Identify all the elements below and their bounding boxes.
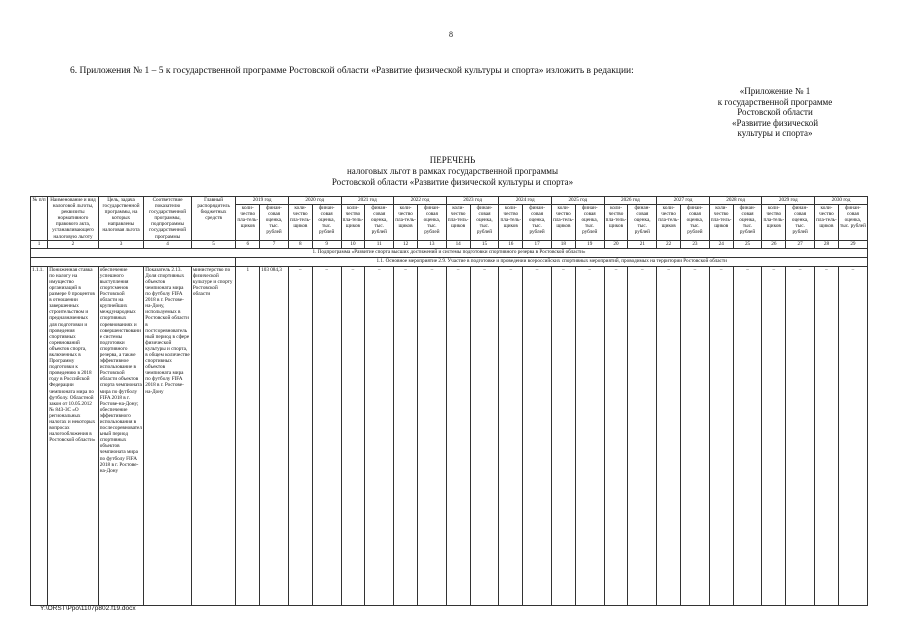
document-title xyxy=(250,155,655,188)
financial-estimate-header: финан-совая оценка, тыс. рублей xyxy=(733,205,762,241)
appendix-line: «Приложение № 1 xyxy=(739,86,811,96)
column-number: 6 xyxy=(236,240,260,248)
year-header: 2026 год xyxy=(604,197,657,205)
payers-count-header: коли-чество пла-тель-щиков xyxy=(288,205,312,241)
benefit-goal: обеспечение успешного выступления спортсменов Ростовской области на крупнейших международных спортивных соревнованиях и совершенствование системы подготовки спортивного резерва, а также эффективное использование в Ростовской области объектов спорта чемпионата мира по футболу FIFA 2018 в г. Ростове-на-Дону; обеспечение эффективного использования в послесоревновательный период спортивных объектов чемпионата мира по футболу FIFA 2018 в г. Ростове-на-Дону xyxy=(98,266,144,605)
column-number: 9 xyxy=(312,240,341,248)
column-number: 13 xyxy=(417,240,446,248)
payers-count-header: коли-чество пла-тель-щиков xyxy=(552,205,576,241)
column-number: 10 xyxy=(341,240,365,248)
payers-count-header: коли-чество пла-тель-щиков xyxy=(394,205,418,241)
file-path-footer: Y:\ORST\Ppo\1107p802.f19.docx xyxy=(40,605,136,612)
empty-value-dash: – xyxy=(523,266,552,605)
financial-estimate-header: финан-совая оценка, тыс. рублей xyxy=(628,205,657,241)
row-number: 1.1.1. xyxy=(31,266,48,605)
empty-value-dash: – xyxy=(786,266,815,605)
empty-value-dash: – xyxy=(394,266,418,605)
column-number: 4 xyxy=(144,240,192,248)
column-number: 23 xyxy=(681,240,710,248)
appendix-line: «Развитие физической xyxy=(731,117,819,128)
year-header: 2019 год xyxy=(236,197,289,205)
appendix-caption xyxy=(700,86,850,139)
tax-benefits-table xyxy=(30,196,868,606)
table-row xyxy=(31,266,868,605)
tax-benefits-table-wrapper xyxy=(30,196,868,606)
payers-count-header: коли-чество пла-тель-щиков xyxy=(236,205,260,241)
title-line: налоговых льгот в рамках государственной программы xyxy=(346,166,559,176)
empty-value-dash: – xyxy=(657,266,681,605)
payers-count-header: коли-чество пла-тель-щиков xyxy=(657,205,681,241)
payers-count-header: коли-чество пла-тель-щиков xyxy=(446,205,470,241)
subprogram-title: 1. Подпрограмма «Развитие спорта высших достижений и системы подготовки спортивного резерва в Ростовской области» xyxy=(31,248,868,257)
column-number: 28 xyxy=(815,240,839,248)
year-header: 2029 год xyxy=(762,197,815,205)
column-number: 18 xyxy=(552,240,576,248)
benefit-name: Пониженная ставка по налогу на имущество организаций в размере 0 процентов в отношении завершенных строительством и предназначенных для подготовки и проведения спортивных соревнований объектов спорта, включенных в Программу подготовки к проведению в 2018 году в Российской Федерации чемпионата мира по футболу. Областной закон от 10.05.2012 № 843-ЗС «О региональных налогах и некоторых вопросах налогообложения в Ростовской области» xyxy=(48,266,99,605)
empty-value-dash: – xyxy=(417,266,446,605)
financial-estimate-header: финан-совая оценка, тыс. рублей xyxy=(575,205,604,241)
column-number: 25 xyxy=(733,240,762,248)
financial-estimate-header: финан-совая оценка, тыс. рублей xyxy=(523,205,552,241)
payers-count-2019: 1 xyxy=(236,266,260,605)
page-number: 8 xyxy=(449,30,453,39)
column-number: 8 xyxy=(288,240,312,248)
event-title: 1.1. Основное мероприятие 2.9. Участие в подготовке и проведении всероссийских спортивных мероприятий, проводимых на территории Ростовской области xyxy=(236,257,868,266)
appendix-line: Ростовской области xyxy=(737,107,813,117)
column-number: 29 xyxy=(838,240,867,248)
year-header: 2020 год xyxy=(288,197,341,205)
payers-count-header: коли-чество пла-тель-щиков xyxy=(604,205,628,241)
title-line: ПЕРЕЧЕНЬ xyxy=(429,155,476,165)
financial-estimate-2019: 103 084,3 xyxy=(260,266,289,605)
empty-value-dash: – xyxy=(604,266,628,605)
column-header: Соответствие показателю государственной программы, подпрограммы государственной программы xyxy=(144,197,192,241)
column-number: 3 xyxy=(98,240,144,248)
year-header: 2021 год xyxy=(341,197,394,205)
empty-value-dash: – xyxy=(499,266,523,605)
payers-count-header: коли-чество пла-тель-щиков xyxy=(341,205,365,241)
column-number: 21 xyxy=(628,240,657,248)
column-number: 19 xyxy=(575,240,604,248)
financial-estimate-header: финан-совая оценка, тыс. рублей xyxy=(786,205,815,241)
empty-value-dash: – xyxy=(312,266,341,605)
column-header: № п/п xyxy=(31,197,48,241)
column-header: Главный распорядитель бюджетных средств xyxy=(191,197,236,241)
payers-count-header: коли-чество пла-тель-щиков xyxy=(815,205,839,241)
empty-value-dash: – xyxy=(709,266,733,605)
empty-value-dash: – xyxy=(341,266,365,605)
payers-count-header: коли-чество пла-тель-щиков xyxy=(709,205,733,241)
column-number: 1 xyxy=(31,240,48,248)
year-header: 2024 год xyxy=(499,197,552,205)
empty-value-dash: – xyxy=(628,266,657,605)
column-number: 20 xyxy=(604,240,628,248)
column-header: Наименование и вид налоговой льготы, реквизиты нормативного правового акта, устанавливающего налоговую льготу xyxy=(48,197,99,241)
title-line: Ростовской области «Развитие физической культуры и спорта» xyxy=(331,177,574,187)
empty-value-dash: – xyxy=(365,266,394,605)
payers-count-header: коли-чество пла-тель-щиков xyxy=(499,205,523,241)
empty-cell xyxy=(31,257,236,266)
empty-value-dash: – xyxy=(733,266,762,605)
year-header: 2025 год xyxy=(552,197,605,205)
column-number: 15 xyxy=(470,240,499,248)
column-numbers-row xyxy=(31,240,868,248)
appendix-line: к государственной программе xyxy=(717,96,833,107)
column-number: 26 xyxy=(762,240,786,248)
column-number: 12 xyxy=(394,240,418,248)
indicator: Показатель 2.13. Доля спортивных объектов чемпионата мира по футболу FIFA 2018 в г. Ростове-на-Дону, используемых в Ростовской области в постсоревновательный период в сфере физической культуры и спорта, в общем количестве спортивных объектов чемпионата мира по футболу FIFA 2018 в г. Ростове-на-Дону xyxy=(144,266,192,605)
subprogram-row xyxy=(31,248,868,257)
empty-value-dash: – xyxy=(552,266,576,605)
financial-estimate-header: финан-совая оценка, тыс. рублей xyxy=(838,205,867,241)
column-number: 24 xyxy=(709,240,733,248)
event-row xyxy=(31,257,868,266)
empty-value-dash: – xyxy=(838,266,867,605)
financial-estimate-header: финан-совая оценка, тыс. рублей xyxy=(312,205,341,241)
year-header: 2028 год xyxy=(709,197,762,205)
column-number: 16 xyxy=(499,240,523,248)
empty-value-dash: – xyxy=(681,266,710,605)
column-number: 22 xyxy=(657,240,681,248)
financial-estimate-header: финан-совая оценка, тыс. рублей xyxy=(417,205,446,241)
financial-estimate-header: финан-совая оценка, тыс. рублей xyxy=(681,205,710,241)
column-header: Цель, задача государственной программы, на которых направлены налоговая льгота xyxy=(98,197,144,241)
payers-count-header: коли-чество пла-тель-щиков xyxy=(762,205,786,241)
empty-value-dash: – xyxy=(446,266,470,605)
year-header: 2030 год xyxy=(815,197,868,205)
column-number: 17 xyxy=(523,240,552,248)
year-header: 2027 год xyxy=(657,197,710,205)
empty-value-dash: – xyxy=(575,266,604,605)
financial-estimate-header: финан-совая оценка, тыс. рублей xyxy=(470,205,499,241)
column-number: 27 xyxy=(786,240,815,248)
column-number: 7 xyxy=(260,240,289,248)
empty-value-dash: – xyxy=(815,266,839,605)
column-number: 5 xyxy=(191,240,236,248)
column-number: 14 xyxy=(446,240,470,248)
year-header: 2023 год xyxy=(446,197,499,205)
header-row xyxy=(31,197,868,205)
financial-estimate-header: финан-совая оценка, тыс. рублей xyxy=(260,205,289,241)
empty-value-dash: – xyxy=(762,266,786,605)
financial-estimate-header: финан-совая оценка, тыс. рублей xyxy=(365,205,394,241)
column-number: 2 xyxy=(48,240,99,248)
budget-manager: министерство по физической культуре и спорту Ростовской области xyxy=(191,266,236,605)
appendix-line: культуры и спорта» xyxy=(737,128,813,138)
empty-value-dash: – xyxy=(470,266,499,605)
column-number: 11 xyxy=(365,240,394,248)
intro-paragraph: 6. Приложения № 1 – 5 к государственной программе Ростовской области «Развитие физической культуры и спорта» изложить в редакции: xyxy=(70,66,634,76)
year-header: 2022 год xyxy=(394,197,447,205)
empty-value-dash: – xyxy=(288,266,312,605)
